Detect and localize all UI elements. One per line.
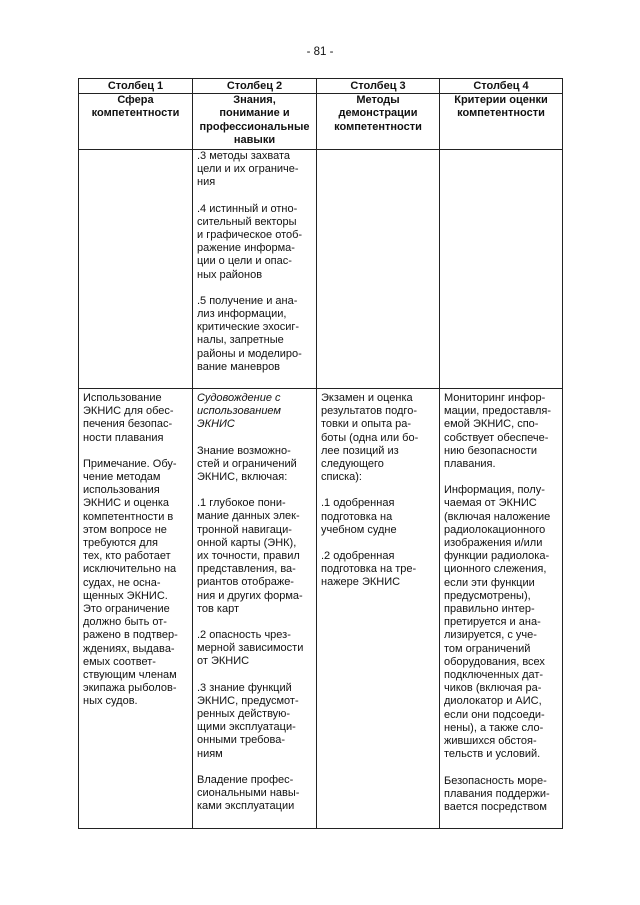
header-evaluation-criteria: Критерии оценки компетентности xyxy=(440,94,563,150)
text-paragraph: Использование ЭКНИС для обес- печения безопас- ности плавания xyxy=(83,392,174,444)
text-paragraph: Информация, полу- чаемая от ЭКНИС (включая наложение радиолокационного изображения и/или функции радиолока- ционного слежения, если эти функции предусмотрены), правильно интер- претируется и ана- лизируется, с уче- том ограничений оборудования, всех подключенных дат- чиков (включая ра- диолокатор и АИС, если они подсоеди- нены), а также сло- жившихся обстоя- тельств и условий. xyxy=(444,484,551,761)
column-1-header: Столбец 1 xyxy=(79,79,193,94)
text-paragraph: Экзамен и оценка результатов подго- товки и опыта ра- боты (одна или бо- лее позиций из следующего списка): xyxy=(321,392,419,484)
page-number: - 81 - xyxy=(306,46,334,58)
row1-knowledge-cell xyxy=(193,150,317,389)
row2-methods-cell xyxy=(317,389,440,829)
table-row xyxy=(79,150,563,389)
knowledge-section-title: Судовождение с использованием ЭКНИС xyxy=(197,392,281,431)
text-paragraph: Безопасность море- плавания поддержи- вается посредством xyxy=(444,774,550,813)
column-2-header: Столбец 2 xyxy=(193,79,317,94)
column-title-row xyxy=(79,94,563,150)
row1-competence-cell xyxy=(79,150,193,389)
text-paragraph: Мониторинг инфор- мации, предоставля- емой ЭКНИС, спо- собствует обеспече- нию безопасности плавания. xyxy=(444,392,552,471)
text-paragraph: .5 получение и ана- лиз информации, критические эхосиг- налы, запретные районы и моделиро- вание маневров xyxy=(197,294,302,373)
header-competence-area: Сфера компетентности xyxy=(79,94,193,150)
text-paragraph: Владение профес- сиональными навы- ками эксплуатации xyxy=(197,773,300,813)
row2-criteria-cell xyxy=(440,389,563,829)
row1-criteria-cell xyxy=(440,150,563,389)
header-knowledge-skills: Знания, понимание и профессиональные навыки xyxy=(193,94,317,150)
knowledge-items xyxy=(197,445,312,814)
text-paragraph: .1 глубокое пони- мание данных элек- тронной навигаци- онной карты (ЭНК), их точности, правил представления, ва- риантов отображе- ния и других форма- тов карт xyxy=(197,497,303,615)
text-paragraph: .3 знание функций ЭКНИС, предусмот- ренных действую- щими эксплуатаци- онными требова- ниям xyxy=(197,681,299,760)
row2-knowledge-cell xyxy=(193,389,317,829)
text-paragraph: .4 истинный и отно- сительный векторы и графическое отоб- ражение информа- ции о цели и опас- ных районов xyxy=(197,202,303,281)
table-row xyxy=(79,389,563,829)
text-paragraph: .3 методы захвата цели и их ограниче- ния xyxy=(197,150,299,189)
text-paragraph: Знание возможно- стей и ограничений ЭКНИС, включая: xyxy=(197,444,297,484)
row1-methods-cell xyxy=(317,150,440,389)
column-4-header: Столбец 4 xyxy=(440,79,563,94)
text-paragraph: .2 одобренная подготовка на тре- нажере ЭКНИС xyxy=(321,550,417,589)
text-paragraph: Примечание. Обу- чение методам использования ЭКНИС и оценка компетентности в этом вопросе не требуются для тех, кто работает исключительно на судах, не осна- щенных ЭКНИС. Это ограничение должно быть от- ражено в подтвер- ждениях, выдавa- емых соответ- ствующим членам экипажа рыболов- ных судов. xyxy=(83,457,178,708)
column-number-row xyxy=(79,79,563,94)
header-demonstration-methods: Методы демонстрации компетентности xyxy=(317,94,440,150)
row2-competence-cell xyxy=(79,389,193,829)
column-3-header: Столбец 3 xyxy=(317,79,440,94)
text-paragraph: .2 опасность чрез- мерной зависимости от ЭКНИС xyxy=(197,629,304,668)
text-paragraph: .1 одобренная подготовка на учебном судне xyxy=(321,497,397,536)
competence-table xyxy=(78,78,563,829)
